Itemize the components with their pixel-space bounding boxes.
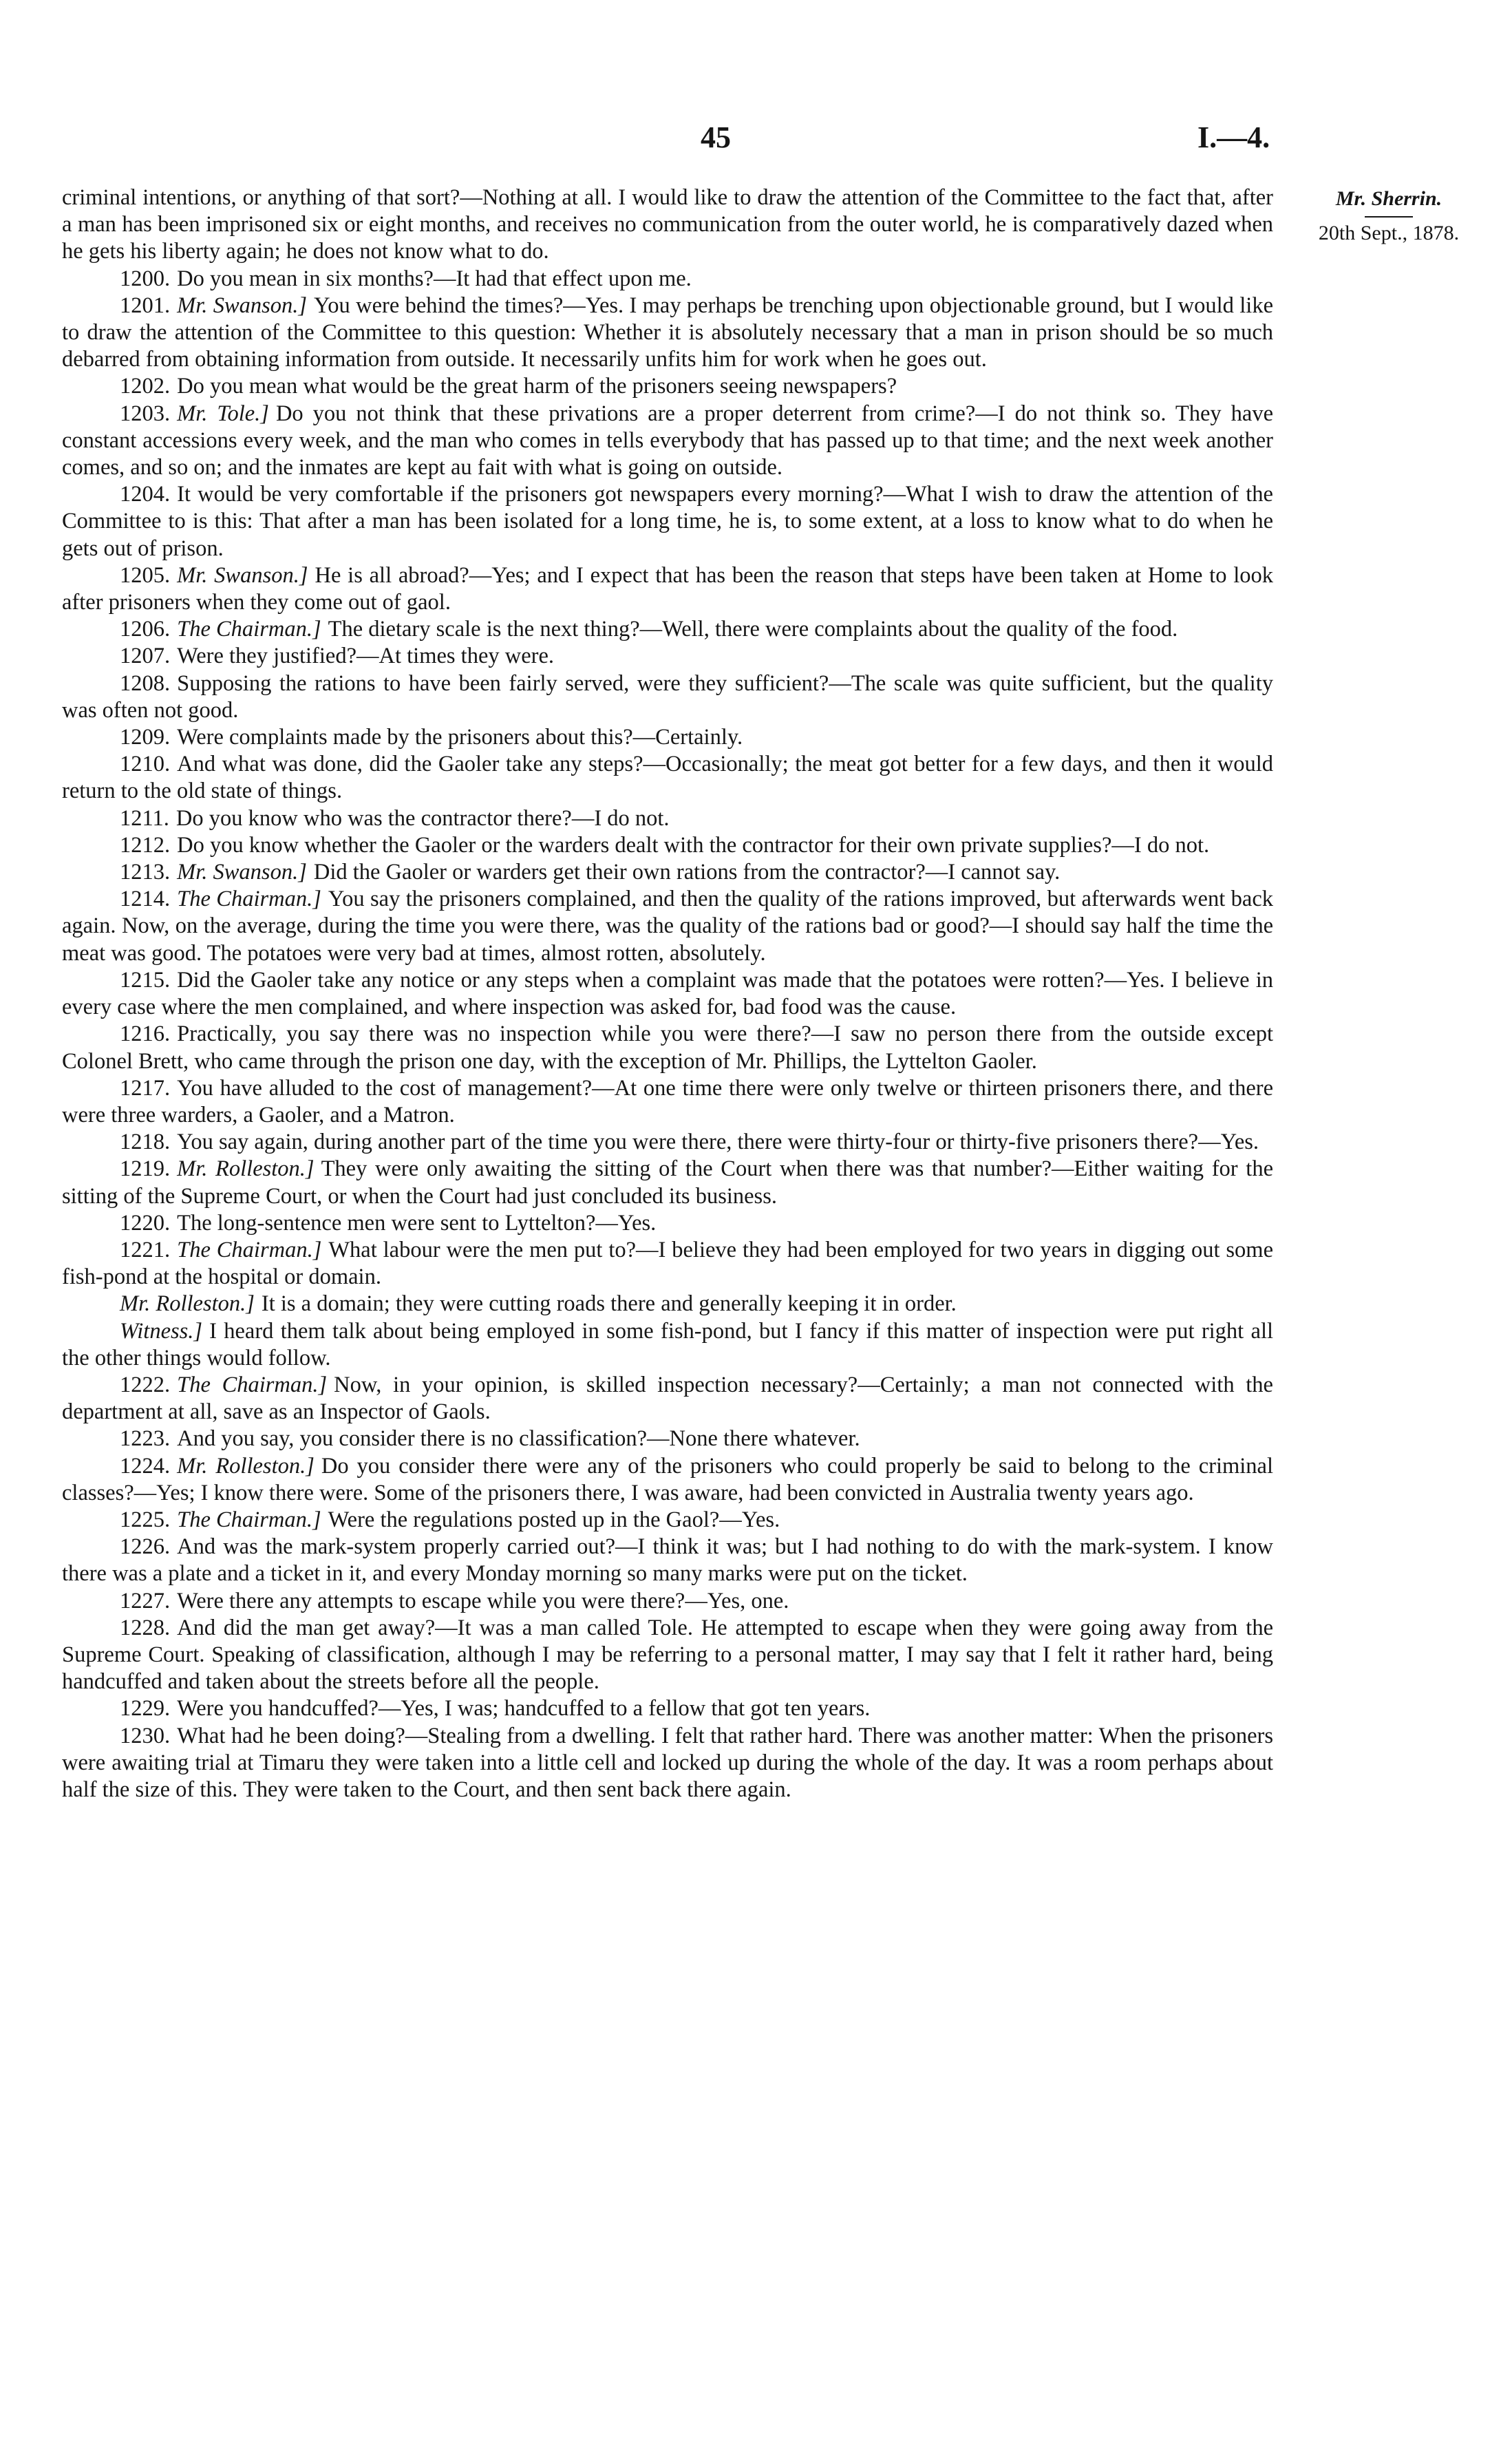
evidence-paragraph	[62, 1615, 1273, 1696]
paragraph-text: It would be very comfortable if the prisoners got newspapers every morning?—What I wish to draw the attention of the Committee to is this: That after a man has been isolated for a long time, he is, to some extent, at a loss to know what to do when he gets out of prison.	[62, 482, 1273, 561]
evidence-paragraph	[62, 1372, 1273, 1426]
question-number: 1214.	[120, 887, 171, 912]
paragraph-text: Do you consider there were any of the prisoners who could properly be said to belong to the criminal classes?—Yes; I know there were. Some of the prisoners there, I was aware, had been convicted in Australia twenty years ago.	[62, 1453, 1274, 1505]
speaker-name: Witness.]	[120, 1318, 203, 1344]
paragraph-text: And you say, you consider there is no classification?—None there whatever.	[177, 1426, 860, 1452]
question-number: 1207.	[120, 644, 171, 669]
paragraph-text: And was the mark-system properly carried out?—I think it was; but I had nothing to do with the mark-system. I know there was a plate and a ticket in it, and every Monday morning so many marks were put on the ticket.	[62, 1534, 1273, 1587]
question-number: 1227.	[120, 1588, 171, 1613]
margin-date: 20th Sept., 1878.	[1318, 222, 1460, 244]
evidence-paragraph	[62, 1534, 1273, 1587]
paragraph-text: He is all abroad?—Yes; and I expect that has been the reason that steps have been taken at Home to look after prisoners when they come out of gaol.	[62, 562, 1273, 615]
speaker-name: Mr. Swanson.]	[177, 293, 308, 318]
evidence-paragraph	[62, 1210, 1273, 1237]
paragraph-text: You say again, during another part of the time you were there, there were thirty-four or thirty-five prisoners there?—Yes.	[177, 1130, 1259, 1155]
paragraph-text: Now, in your opinion, is skilled inspection necessary?—Certainly; a man not connected with the department at all, save as an Inspector of Gaols.	[62, 1372, 1273, 1425]
speaker-name: Mr. Rolleston.]	[177, 1156, 315, 1182]
question-number: 1201.	[120, 293, 171, 318]
question-number: 1220.	[120, 1210, 171, 1236]
evidence-paragraph	[62, 293, 1273, 374]
paragraph-text: Do you know whether the Gaoler or the warders dealt with the contractor for their own private supplies?—I do not.	[177, 832, 1210, 858]
speaker-name: The Chairman.]	[177, 1372, 328, 1397]
speaker-name: The Chairman.]	[177, 1237, 322, 1262]
paragraph-text: Supposing the rations to have been fairly served, were they sufficient?—The scale was quite sufficient, but the quality was often not good.	[62, 670, 1273, 723]
paragraph-text: criminal intentions, or anything of that sort?—Nothing at all. I would like to draw the attention of the Committee to the fact that, after a man has been imprisoned six or eight months, and receives no communication from the outer world, he is comparatively dazed when he gets his liberty again; he does not know what to do.	[62, 185, 1273, 264]
evidence-paragraph	[62, 643, 1273, 670]
paper-reference: I.—4.	[1197, 120, 1270, 154]
evidence-paragraph	[62, 886, 1273, 967]
paragraph-text: Practically, you say there was no inspection while you were there?—I saw no person there from the outside except Colonel Brett, who came through the prison one day, with the exception of Mr. Phillips, the Lyttelton Gaoler.	[62, 1021, 1273, 1074]
paragraph-text: I heard them talk about being employed in some fish-pond, but I fancy if this matter of inspection were put right all the other things would follow.	[62, 1318, 1273, 1370]
paragraph-text: What had he been doing?—Stealing from a dwelling. I felt that rather hard. There was another matter: When the prisoners were awaiting trial at Timaru they were taken into a little cell and locked up during the whole of the day. It was a room perhaps about half the size of this. They were taken to the Court, and then sent back there again.	[62, 1723, 1273, 1802]
evidence-paragraph	[62, 1507, 1273, 1534]
paragraph-text: You say the prisoners complained, and then the quality of the rations improved, but afterwards went back again. Now, on the average, during the time you were there, was the quality of the rations bad or good?—I should say half the time the meat was good. The potatoes were very bad at times, almost rotten, absolutely.	[62, 887, 1273, 966]
question-number: 1212.	[120, 832, 171, 858]
question-number: 1204.	[120, 482, 171, 507]
paragraph-text: Do you know who was the contractor there?—I do not.	[175, 805, 670, 831]
paragraph-text: Did the Gaoler or warders get their own rations from the contractor?—I cannot say.	[313, 860, 1061, 885]
speaker-name: The Chairman.]	[177, 887, 321, 912]
question-number: 1210.	[120, 752, 171, 777]
question-number: 1230.	[120, 1723, 171, 1748]
question-number: 1229.	[120, 1696, 171, 1722]
evidence-paragraph	[62, 1453, 1273, 1507]
question-number: 1208.	[120, 670, 171, 696]
speaker-name: Mr. Rolleston.]	[177, 1453, 315, 1479]
evidence-paragraph	[62, 1129, 1273, 1156]
paragraph-text: What labour were the men put to?—I believe they had been employed for two years in digging out some fish-pond at the hospital or domain.	[62, 1237, 1273, 1290]
evidence-paragraph	[62, 1156, 1273, 1209]
question-number: 1226.	[120, 1534, 171, 1560]
question-number: 1217.	[120, 1075, 171, 1101]
question-number: 1216.	[120, 1021, 171, 1047]
evidence-paragraph	[62, 1237, 1273, 1291]
evidence-paragraph	[62, 481, 1273, 562]
paragraph-text: And what was done, did the Gaoler take any steps?—Occasionally; the meat got better for a few days, and then it would return to the old state of things.	[62, 752, 1273, 804]
paragraph-text: Were complaints made by the prisoners about this?—Certainly.	[177, 725, 743, 750]
evidence-paragraph	[62, 859, 1273, 886]
paragraph-text: Were you handcuffed?—Yes, I was; handcuffed to a fellow that got ten years.	[177, 1696, 871, 1722]
speaker-name: Mr. Tole.]	[177, 401, 269, 426]
paragraph-text: Were there any attempts to escape while you were there?—Yes, one.	[177, 1588, 789, 1613]
evidence-paragraph	[62, 373, 1273, 400]
margin-witness-name: Mr. Sherrin.	[1335, 187, 1442, 210]
evidence-paragraph	[62, 1021, 1273, 1074]
evidence-paragraph	[62, 1695, 1273, 1722]
evidence-paragraph	[62, 832, 1273, 859]
margin-note	[1279, 186, 1499, 246]
paragraph-text: Do you mean in six months?—It had that effect upon me.	[177, 266, 692, 291]
paragraph-text: Do you mean what would be the great harm of the prisoners seeing newspapers?	[177, 374, 897, 399]
paragraph-text: The dietary scale is the next thing?—Well, there were complaints about the quality of the food.	[328, 617, 1178, 642]
question-number: 1215.	[120, 967, 171, 993]
evidence-paragraph	[62, 724, 1273, 751]
paragraph-text: And did the man get away?—It was a man called Tole. He attempted to escape when they were going away from the Supreme Court. Speaking of classification, although I may be referring to a personal matter, I may say that I felt it rather hard, being handcuffed and taken about the streets before all the people.	[62, 1615, 1273, 1695]
evidence-paragraph	[62, 401, 1273, 482]
evidence-paragraph	[62, 562, 1273, 616]
paragraph-text: Were the regulations posted up in the Gaol?—Yes.	[328, 1507, 780, 1532]
question-number: 1225.	[120, 1507, 171, 1532]
question-number: 1222.	[120, 1372, 171, 1397]
evidence-paragraph	[62, 1588, 1273, 1615]
evidence-paragraph	[62, 1426, 1273, 1452]
paragraph-text: The long-sentence men were sent to Lyttelton?—Yes.	[177, 1210, 657, 1236]
question-number: 1224.	[120, 1453, 171, 1479]
paragraph-text: They were only awaiting the sitting of the Court when there was that number?—Either waiting for the sitting of the Supreme Court, or when the Court had just concluded its business.	[62, 1156, 1273, 1209]
evidence-paragraph	[62, 1291, 1273, 1317]
evidence-paragraph	[62, 751, 1273, 805]
paragraph-text: It is a domain; they were cutting roads there and generally keeping it in order.	[261, 1291, 957, 1317]
evidence-paragraph	[62, 1318, 1273, 1372]
question-number: 1218.	[120, 1130, 171, 1155]
question-number: 1203.	[120, 401, 171, 426]
speaker-name: The Chairman.]	[177, 1507, 321, 1532]
paragraph-text: You were behind the times?—Yes. I may perhaps be trenching upon objectionable ground, but I would like to draw the attention of the Committee to this question: Whether it is absolutely necessary that a man in prison should be so much debarred from obtaining information from outside. It necessarily unfits him for work when he goes out.	[62, 293, 1273, 372]
paragraph-text: Were they justified?—At times they were.	[177, 644, 555, 669]
question-number: 1202.	[120, 374, 171, 399]
question-number: 1228.	[120, 1615, 171, 1640]
speaker-name: Mr. Swanson.]	[177, 860, 307, 885]
evidence-paragraph	[62, 184, 1273, 266]
paragraph-text: You have alluded to the cost of management?—At one time there were only twelve or thirteen prisoners there, and there were three warders, a Gaoler, and a Matron.	[62, 1075, 1273, 1127]
evidence-paragraph	[62, 266, 1273, 293]
evidence-paragraph	[62, 967, 1273, 1021]
evidence-paragraph	[62, 1075, 1273, 1129]
question-number: 1211.	[120, 805, 169, 831]
question-number: 1206.	[120, 617, 171, 642]
question-number: 1205.	[120, 562, 171, 588]
evidence-paragraph	[62, 805, 1273, 832]
question-number: 1219.	[120, 1156, 171, 1182]
question-number: 1221.	[120, 1237, 171, 1262]
paragraph-text: Did the Gaoler take any notice or any steps when a complaint was made that the potatoes were rotten?—Yes. I believe in every case where the men complained, and where inspection was asked for, bad food was the cause.	[62, 967, 1273, 1020]
speaker-name: The Chairman.]	[177, 617, 321, 642]
question-number: 1213.	[120, 860, 171, 885]
margin-divider	[1365, 216, 1413, 218]
speaker-name: Mr. Rolleston.]	[120, 1291, 255, 1317]
question-number: 1223.	[120, 1426, 171, 1452]
evidence-body	[62, 184, 1273, 1803]
question-number: 1209.	[120, 725, 171, 750]
evidence-paragraph	[62, 670, 1273, 724]
evidence-paragraph	[62, 1723, 1273, 1804]
evidence-paragraph	[62, 616, 1273, 643]
speaker-name: Mr. Swanson.]	[177, 562, 308, 588]
question-number: 1200.	[120, 266, 171, 291]
paragraph-text: Do you not think that these privations are a proper deterrent from crime?—I do not think so. They have constant accessions every week, and the man who comes in tells everybody that has passed up to that time; and the next week another comes, and so on; and the inmates are kept au fait with what is going on outside.	[62, 401, 1274, 480]
page-number: 45	[701, 120, 731, 154]
